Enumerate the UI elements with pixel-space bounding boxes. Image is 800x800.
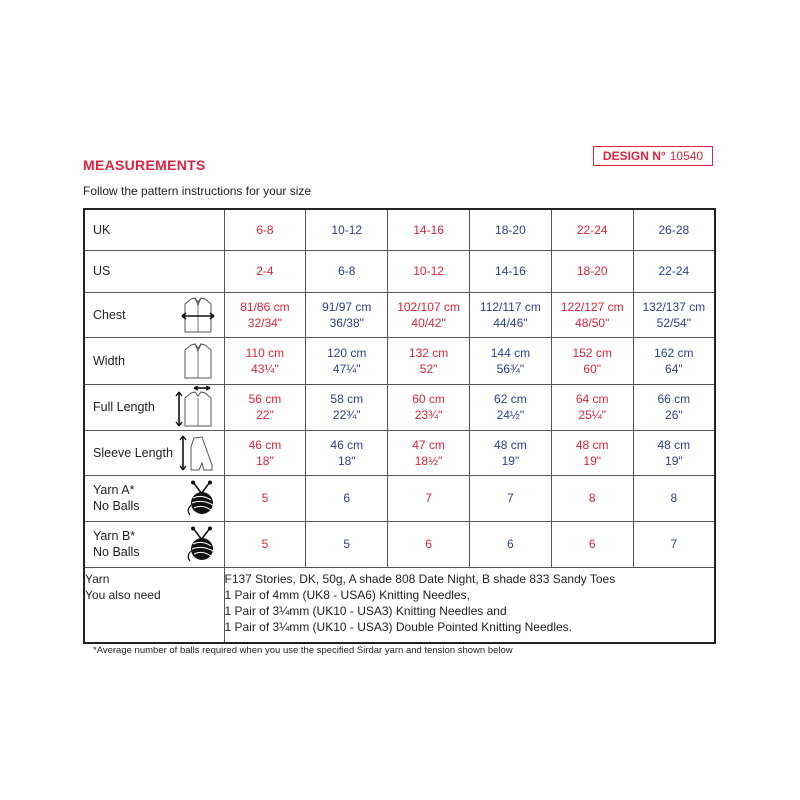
- uk-size: 10-12: [306, 209, 388, 250]
- row-label-sleeve-length: [84, 430, 224, 475]
- table-row-uk: [84, 209, 715, 250]
- sleeve-length-icon: [178, 433, 218, 473]
- full-length-cell: [551, 384, 633, 430]
- yarn-info-labels: [84, 567, 224, 643]
- sleeve-length-inch: 18": [337, 453, 356, 468]
- width-cell: [306, 337, 388, 384]
- footnote: *Average number of balls required when you use the specified Sirdar yarn and tension shown below: [93, 645, 513, 656]
- sleeve-length-cm: 46 cm: [330, 437, 364, 452]
- row-label-yarn-a: [84, 475, 224, 521]
- table-row-chest: [84, 292, 715, 337]
- page-heading: MEASUREMENTS: [83, 157, 206, 173]
- chest-cm: 81/86 cm: [240, 299, 290, 314]
- design-label: DESIGN N°: [602, 149, 666, 163]
- width-inch: 52": [419, 361, 438, 376]
- full-length-inch: 23¾": [414, 408, 443, 422]
- width-inch: 64": [665, 361, 683, 376]
- sleeve-length-cell: [224, 430, 306, 475]
- chest-cm: 91/97 cm: [322, 299, 372, 314]
- width-cm: 110 cm: [245, 345, 285, 360]
- yarn-a-balls: 8: [633, 475, 715, 521]
- garment-chest-icon: [178, 295, 218, 335]
- yarn-b-balls: 6: [388, 521, 470, 567]
- width-cm: 144 cm: [490, 345, 531, 360]
- intro-text: Follow the pattern instructions for your size: [83, 184, 312, 198]
- chest-cell: [633, 292, 715, 337]
- sleeve-length-cm: 48 cm: [494, 437, 527, 452]
- table-row-full-length: [84, 384, 715, 430]
- table-row-yarn-a: [84, 475, 715, 521]
- full-length-cm: 64 cm: [575, 392, 609, 406]
- yarn-a-label: Yarn A* No Balls: [93, 483, 140, 513]
- us-size: 18-20: [551, 250, 633, 292]
- yarn-a-balls: 7: [388, 475, 470, 521]
- sleeve-length-label: Sleeve Length: [93, 445, 173, 460]
- width-cm: 162 cm: [654, 345, 694, 360]
- width-cm: 132 cm: [408, 345, 449, 360]
- chest-cm: 112/117 cm: [479, 299, 541, 314]
- sleeve-length-inch: 18": [256, 453, 274, 468]
- row-label-yarn-b: [84, 521, 224, 567]
- width-cell: [633, 337, 715, 384]
- chest-cell: [388, 292, 470, 337]
- uk-size: 22-24: [551, 209, 633, 250]
- sleeve-length-inch: 19": [665, 453, 683, 468]
- yarn-info-text: [224, 567, 715, 643]
- sleeve-length-cell: [306, 430, 388, 475]
- chest-inch: 44/46": [493, 315, 528, 330]
- sleeve-length-cm: 48 cm: [575, 437, 609, 452]
- yarn-b-balls: 6: [551, 521, 633, 567]
- design-number: 10540: [669, 149, 704, 163]
- yarn-info-line: F137 Stories, DK, 50g, A shade 808 Date Night, B shade 833 Sandy Toes: [224, 571, 616, 586]
- chest-cm: 132/137 cm: [642, 299, 706, 314]
- chest-cell: [469, 292, 551, 337]
- sleeve-length-cell: [633, 430, 715, 475]
- yarn-b-balls: 7: [633, 521, 715, 567]
- table-row-sleeve-length: [84, 430, 715, 475]
- uk-size: 18-20: [469, 209, 551, 250]
- full-length-inch: 26": [665, 408, 683, 422]
- sleeve-length-cell: [551, 430, 633, 475]
- sleeve-length-cm: 46 cm: [248, 437, 282, 452]
- sleeve-length-inch: 19": [501, 453, 520, 468]
- full-length-inch: 24½": [496, 408, 525, 422]
- uk-size: 6-8: [224, 209, 306, 250]
- chest-cm: 122/127 cm: [560, 299, 624, 314]
- us-size: 14-16: [469, 250, 551, 292]
- yarn-info-line: 1 Pair of 3¼mm (UK10 - USA3) Double Pointed Knitting Needles.: [224, 619, 573, 634]
- sleeve-length-cm: 48 cm: [657, 437, 691, 452]
- full-length-cell: [633, 384, 715, 430]
- full-length-cell: [469, 384, 551, 430]
- full-length-cm: 56 cm: [248, 392, 282, 406]
- chest-inch: 40/42": [411, 315, 446, 330]
- row-label-uk: UK: [84, 209, 224, 250]
- yarn-b-label: Yarn B* No Balls: [93, 529, 140, 559]
- chest-cell: [551, 292, 633, 337]
- sleeve-length-cm: 47 cm: [412, 437, 445, 452]
- width-inch: 43¼": [251, 361, 279, 376]
- full-length-cell: [388, 384, 470, 430]
- uk-size: 26-28: [633, 209, 715, 250]
- measurements-table: [83, 208, 716, 644]
- chest-inch: 36/38": [329, 315, 364, 330]
- full-length-cm: 60 cm: [412, 392, 445, 406]
- us-size: 22-24: [633, 250, 715, 292]
- full-length-label: Full Length: [93, 400, 155, 414]
- width-cell: [224, 337, 306, 384]
- also-need-label: You also need: [85, 587, 161, 602]
- sleeve-length-cell: [388, 430, 470, 475]
- chest-label: Chest: [93, 307, 126, 322]
- yarn-info-line: 1 Pair of 3¼mm (UK10 - USA3) Knitting Needles and: [224, 603, 507, 618]
- full-length-cm: 62 cm: [494, 392, 527, 406]
- yarn-ball-icon: [184, 526, 218, 562]
- row-label-full-length: [84, 384, 224, 430]
- full-length-inch: 22¾": [332, 408, 361, 422]
- width-label: Width: [93, 353, 125, 368]
- full-length-cm: 58 cm: [330, 392, 364, 406]
- table-row-us: [84, 250, 715, 292]
- yarn-info-label: Yarn: [85, 571, 110, 586]
- width-cm: 152 cm: [572, 345, 612, 360]
- full-length-inch: 22": [256, 408, 274, 422]
- width-inch: 47¼": [332, 361, 361, 376]
- chest-cm: 102/107 cm: [397, 299, 460, 314]
- full-length-cm: 66 cm: [657, 392, 691, 406]
- garment-width-icon: [178, 341, 218, 381]
- width-cell: [469, 337, 551, 384]
- uk-size: 14-16: [388, 209, 470, 250]
- row-label-us: US: [84, 250, 224, 292]
- width-inch: 56¾": [496, 361, 525, 376]
- yarn-a-balls: 6: [306, 475, 388, 521]
- table-row-yarn-b: [84, 521, 715, 567]
- yarn-a-balls: 7: [469, 475, 551, 521]
- garment-length-icon: [174, 386, 218, 428]
- full-length-cell: [224, 384, 306, 430]
- table-row-width: [84, 337, 715, 384]
- yarn-a-balls: 5: [224, 475, 306, 521]
- sleeve-length-inch: 18½": [414, 453, 443, 468]
- us-size: 6-8: [306, 250, 388, 292]
- chest-inch: 52/54": [656, 315, 691, 330]
- yarn-ball-icon: [184, 480, 218, 516]
- chest-cell: [306, 292, 388, 337]
- us-size: 2-4: [224, 250, 306, 292]
- yarn-b-balls: 5: [306, 521, 388, 567]
- width-inch: 60": [583, 361, 602, 376]
- yarn-b-balls: 6: [469, 521, 551, 567]
- us-size: 10-12: [388, 250, 470, 292]
- design-number-box: [593, 146, 713, 166]
- width-cell: [551, 337, 633, 384]
- yarn-info-line: 1 Pair of 4mm (UK8 - USA6) Knitting Needles,: [224, 587, 470, 602]
- row-label-chest: [84, 292, 224, 337]
- full-length-inch: 25¼": [578, 408, 607, 422]
- yarn-b-balls: 5: [224, 521, 306, 567]
- width-cm: 120 cm: [327, 345, 367, 360]
- sleeve-length-cell: [469, 430, 551, 475]
- full-length-cell: [306, 384, 388, 430]
- sleeve-length-inch: 19": [583, 453, 602, 468]
- width-cell: [388, 337, 470, 384]
- chest-inch: 32/34": [247, 315, 283, 330]
- table-row-yarn-info: [84, 567, 715, 643]
- row-label-width: [84, 337, 224, 384]
- chest-cell: [224, 292, 306, 337]
- chest-inch: 48/50": [575, 315, 610, 330]
- yarn-a-balls: 8: [551, 475, 633, 521]
